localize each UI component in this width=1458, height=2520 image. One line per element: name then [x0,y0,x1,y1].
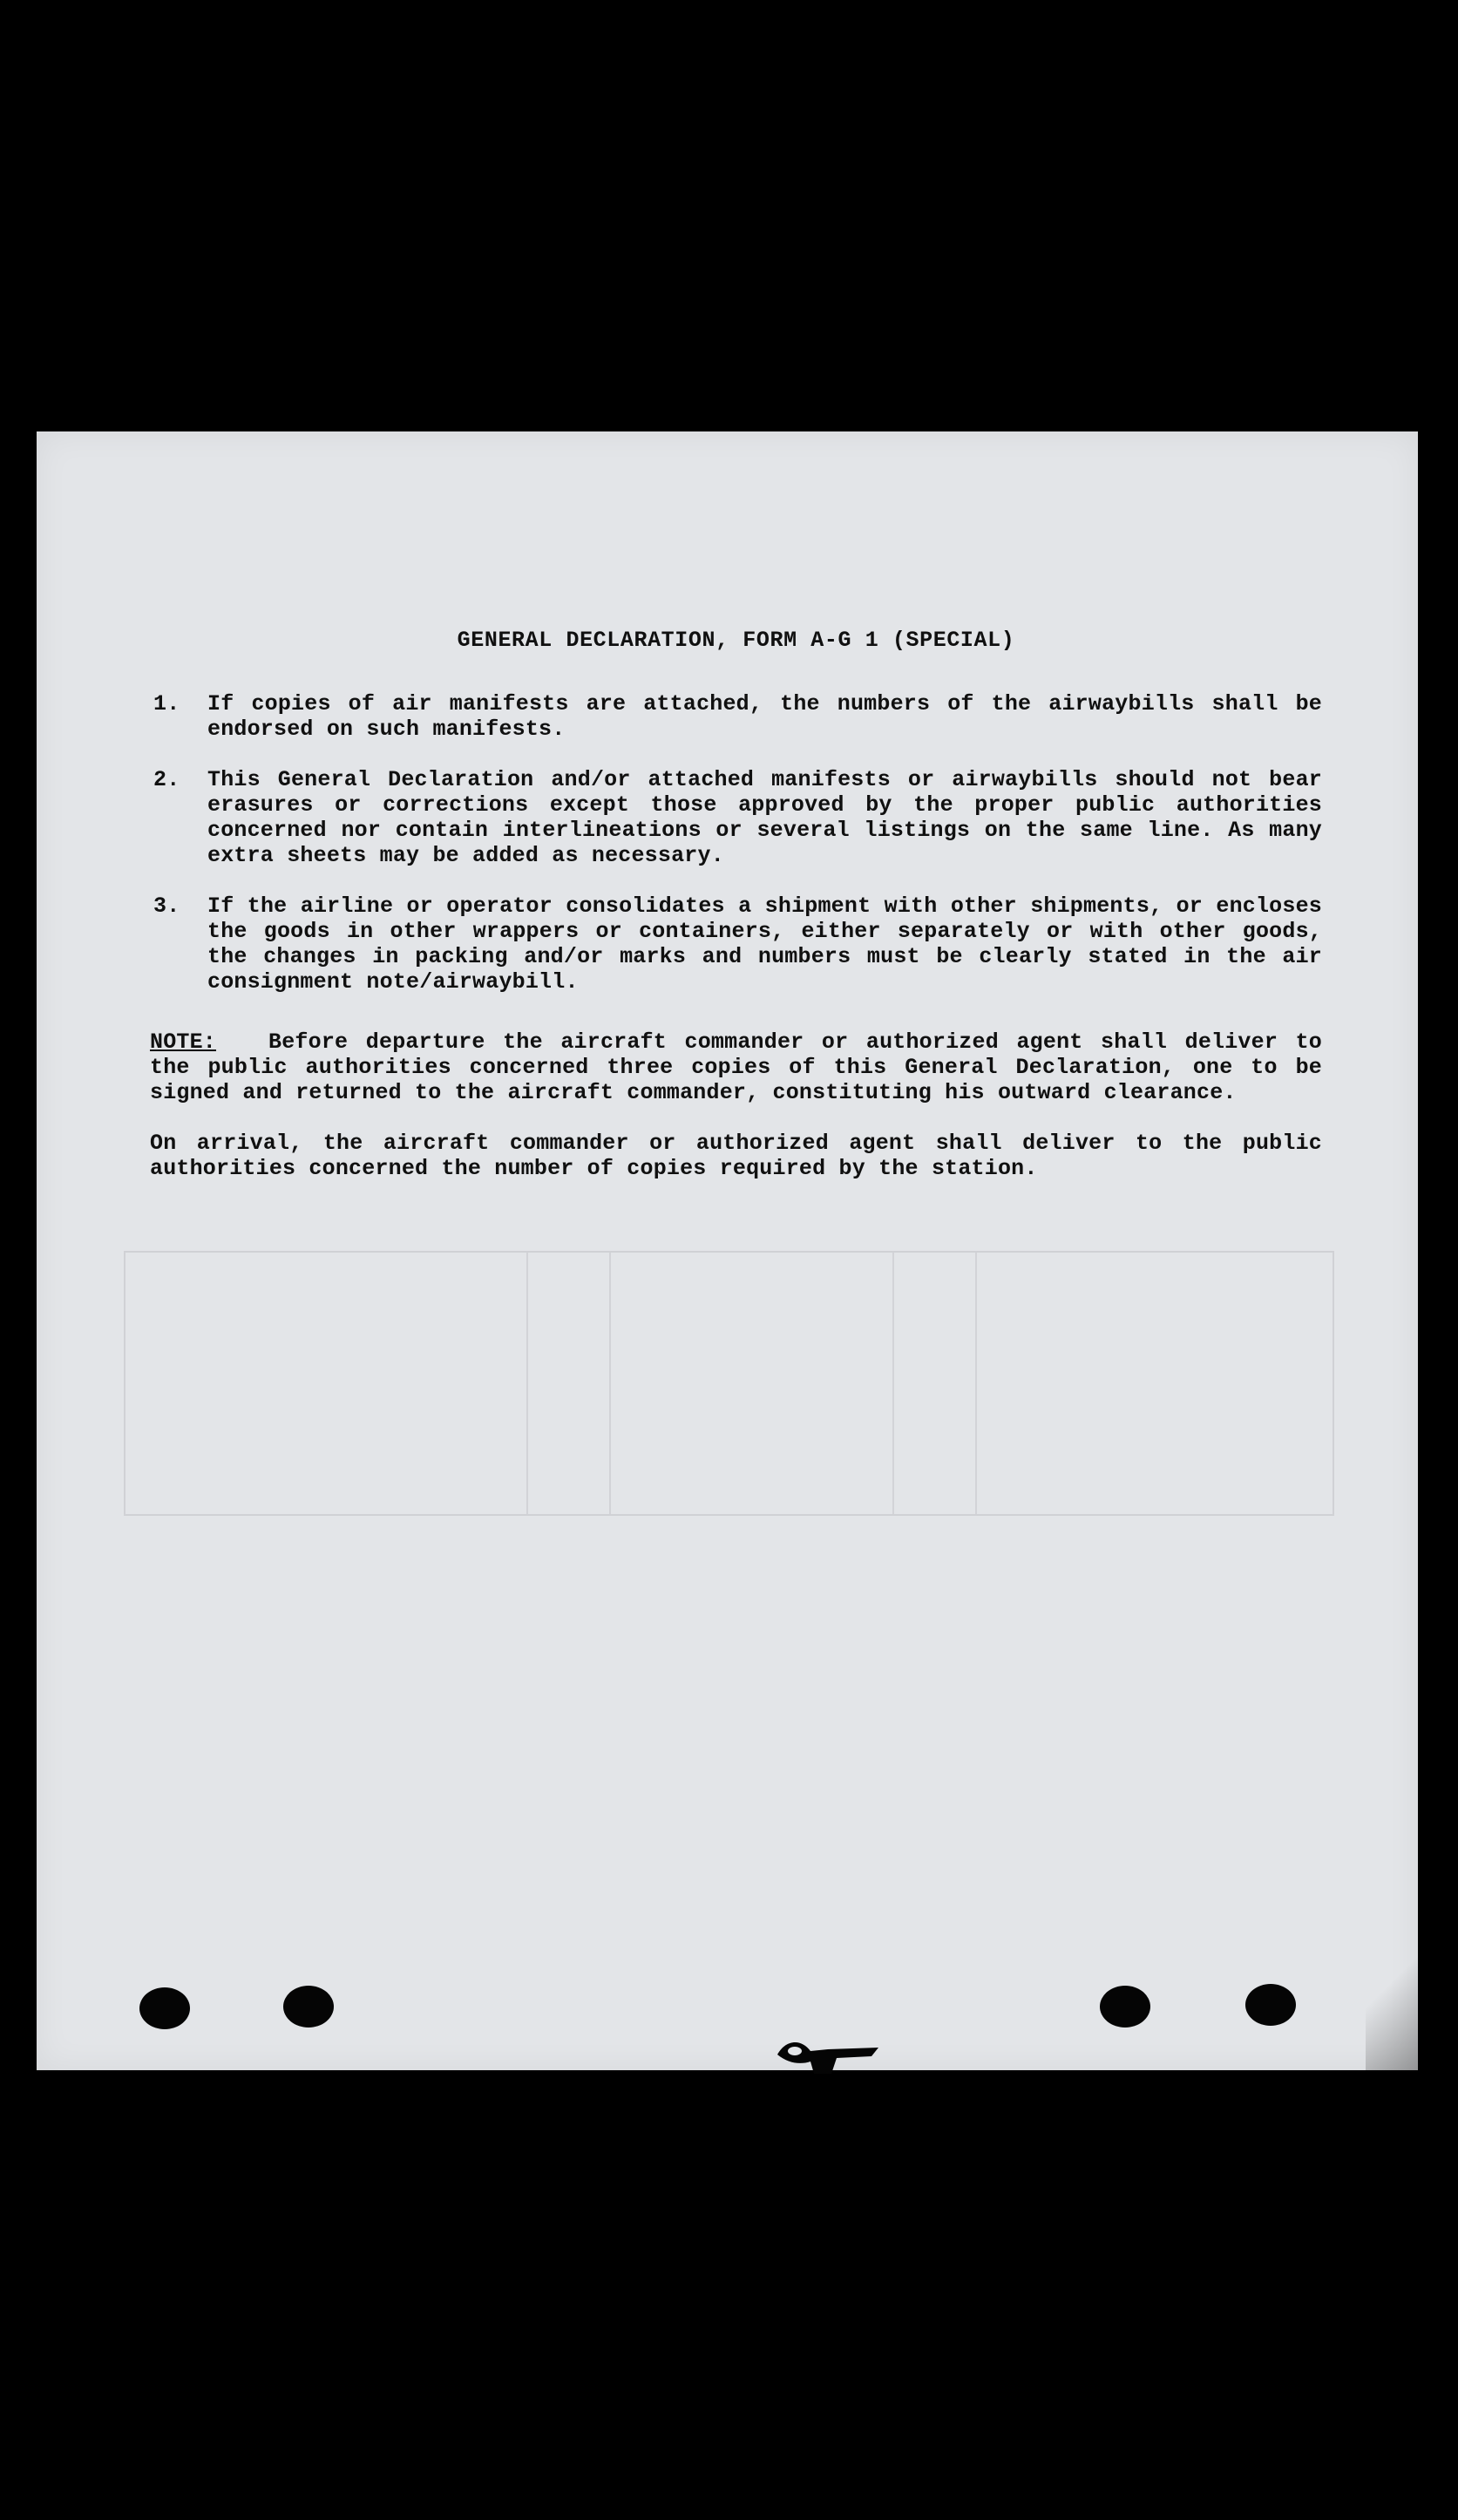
item-text: If copies of air manifests are attached, the numbers of the airwaybills shall be endorsed on such manifests. [207,691,1322,742]
note-text: Before departure the aircraft commander or authorized agent shall deliver to the public authorities concerned three copies of this General Declaration, one to be signed and returned to the aircraft commander, constituting his outward clearance. [150,1029,1322,1105]
bleed-through-line [892,1253,894,1514]
instruction-item [150,893,1322,995]
item-text: If the airline or operator consolidates a shipment with other shipments, or encloses the goods in other wrappers or containers, either separately or with other goods, the changes in packing and/or marks and numbers must be clearly stated in the air consignment note/airwaybill. [207,893,1322,995]
document-body [150,628,1322,1181]
instruction-item [150,691,1322,742]
bleed-through-line [609,1253,611,1514]
punch-hole-icon [283,1986,334,2028]
document-title: GENERAL DECLARATION, FORM A-G 1 (SPECIAL) [457,628,1015,653]
bleed-through-table [124,1251,1334,1516]
binder-clip-icon [776,2035,880,2075]
item-number: 2. [153,767,180,792]
note-label: NOTE: [150,1029,217,1055]
punch-hole-icon [139,1987,190,2029]
arrival-paragraph: On arrival, the aircraft commander or authorized agent shall deliver to the public authorities concerned the number of copies required by the station. [150,1131,1322,1181]
punch-hole-icon [1245,1984,1296,2026]
punch-hole-icon [1100,1986,1150,2028]
item-number: 3. [153,893,180,919]
curled-page-corner [1366,1931,1418,2070]
item-text: This General Declaration and/or attached manifests or airwaybills should not bear erasures or corrections except those approved by the proper public authorities concerned nor contain interlineations or several listings on the same line. As many extra sheets may be added as necessary. [207,767,1322,868]
note-paragraph [150,1029,1322,1105]
bleed-through-line [526,1253,528,1514]
item-number: 1. [153,691,180,717]
document-page [37,431,1418,2070]
instruction-item [150,767,1322,868]
bleed-through-line [975,1253,977,1514]
